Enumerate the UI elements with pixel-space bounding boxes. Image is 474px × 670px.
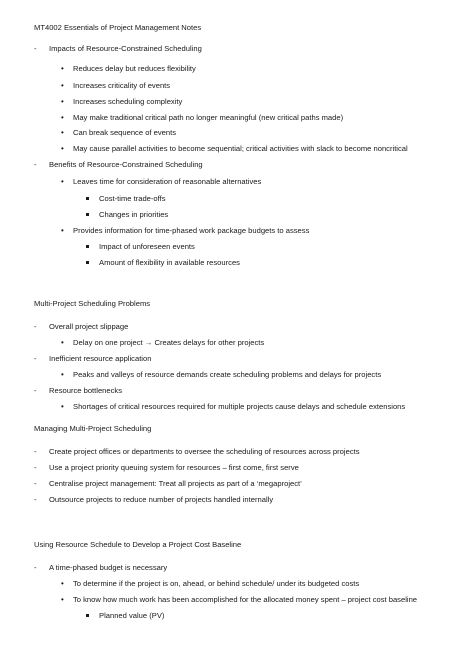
bullet-icon: • — [61, 370, 64, 379]
bullet-icon: • — [61, 579, 64, 588]
dash-bullet-icon: - — [34, 447, 37, 456]
bullet-icon: • — [61, 595, 64, 604]
document-title: MT4002 Essentials of Project Management Notes — [34, 23, 202, 32]
bullet-icon: • — [61, 113, 64, 122]
square-bullet-icon — [86, 261, 89, 264]
document-page: MT4002 Essentials of Project Management Notes - Impacts of Resource-Constrained Scheduling • Reduces delay but reduces flexibility • Increases criticality of events • Increases scheduling complexity • May make traditional critical path no longer meaningful (new critical paths made) • Can break sequence of events • May cause parallel activities to become sequential; critical activities with slack to become noncritical - Benefits of Resource-Constrained Scheduling • Leaves time for consideration of reasonable alternatives Cost-time trade-offs Changes in priorities • Provides information for time-phased work package budgets to assess Impact of unforeseen events Amount of flexibility in available resources Multi-Project Scheduling Problems - Overall project slippage • Delay on one project → Creates delays for other projects - Inefficient resource application • Peaks and valleys of resource demands create scheduling problems and delays for projects - Resource bottlenecks • Shortages of critical resources required for multiple projects cause delays and schedule extensions Managing Multi-Project Scheduling - Create project offices or departments to oversee the scheduling of resources across projects - Use a project priority queuing system for resources – first come, first serve - Centralise project management: Treat all projects as part of a ‘megaproject’ - Outsource projects to reduce number of projects handled internally Using Resource Schedule to Develop a Project Cost Baseline - A time-phased budget is necessary • To determine if the project is on, ahead, or behind schedule/ under its budgeted costs • To know how much work has been accomplished for the allocated money spent – project cost baseline Planned value (PV) — [34, 23, 418, 620]
square-bullet-icon — [86, 197, 89, 200]
dash-bullet-icon: - — [34, 44, 37, 53]
bullet-icon: • — [61, 128, 64, 137]
square-bullet-icon — [86, 245, 89, 248]
bullet-icon: • — [61, 226, 64, 235]
bullet-icon: • — [61, 402, 64, 411]
square-bullet-icon — [86, 614, 89, 617]
dash-bullet-icon: - — [34, 563, 37, 572]
section-heading: Using Resource Schedule to Develop a Project Cost Baseline — [34, 540, 242, 549]
section-heading: Managing Multi-Project Scheduling — [34, 424, 152, 433]
bullet-icon: • — [61, 338, 64, 347]
dash-bullet-icon: - — [34, 322, 37, 331]
bullet-icon: • — [61, 64, 64, 73]
section-heading: Multi-Project Scheduling Problems — [34, 299, 151, 308]
dash-bullet-icon: - — [34, 479, 37, 488]
dash-bullet-icon: - — [34, 386, 37, 395]
dash-bullet-icon: - — [34, 160, 37, 169]
bullet-icon: • — [61, 81, 64, 90]
bullet-icon: • — [61, 144, 64, 153]
bullet-icon: • — [61, 97, 64, 106]
bullet-icon: • — [61, 177, 64, 186]
square-bullet-icon — [86, 213, 89, 216]
dash-bullet-icon: - — [34, 354, 37, 363]
dash-bullet-icon: - — [34, 495, 37, 504]
dash-bullet-icon: - — [34, 463, 37, 472]
